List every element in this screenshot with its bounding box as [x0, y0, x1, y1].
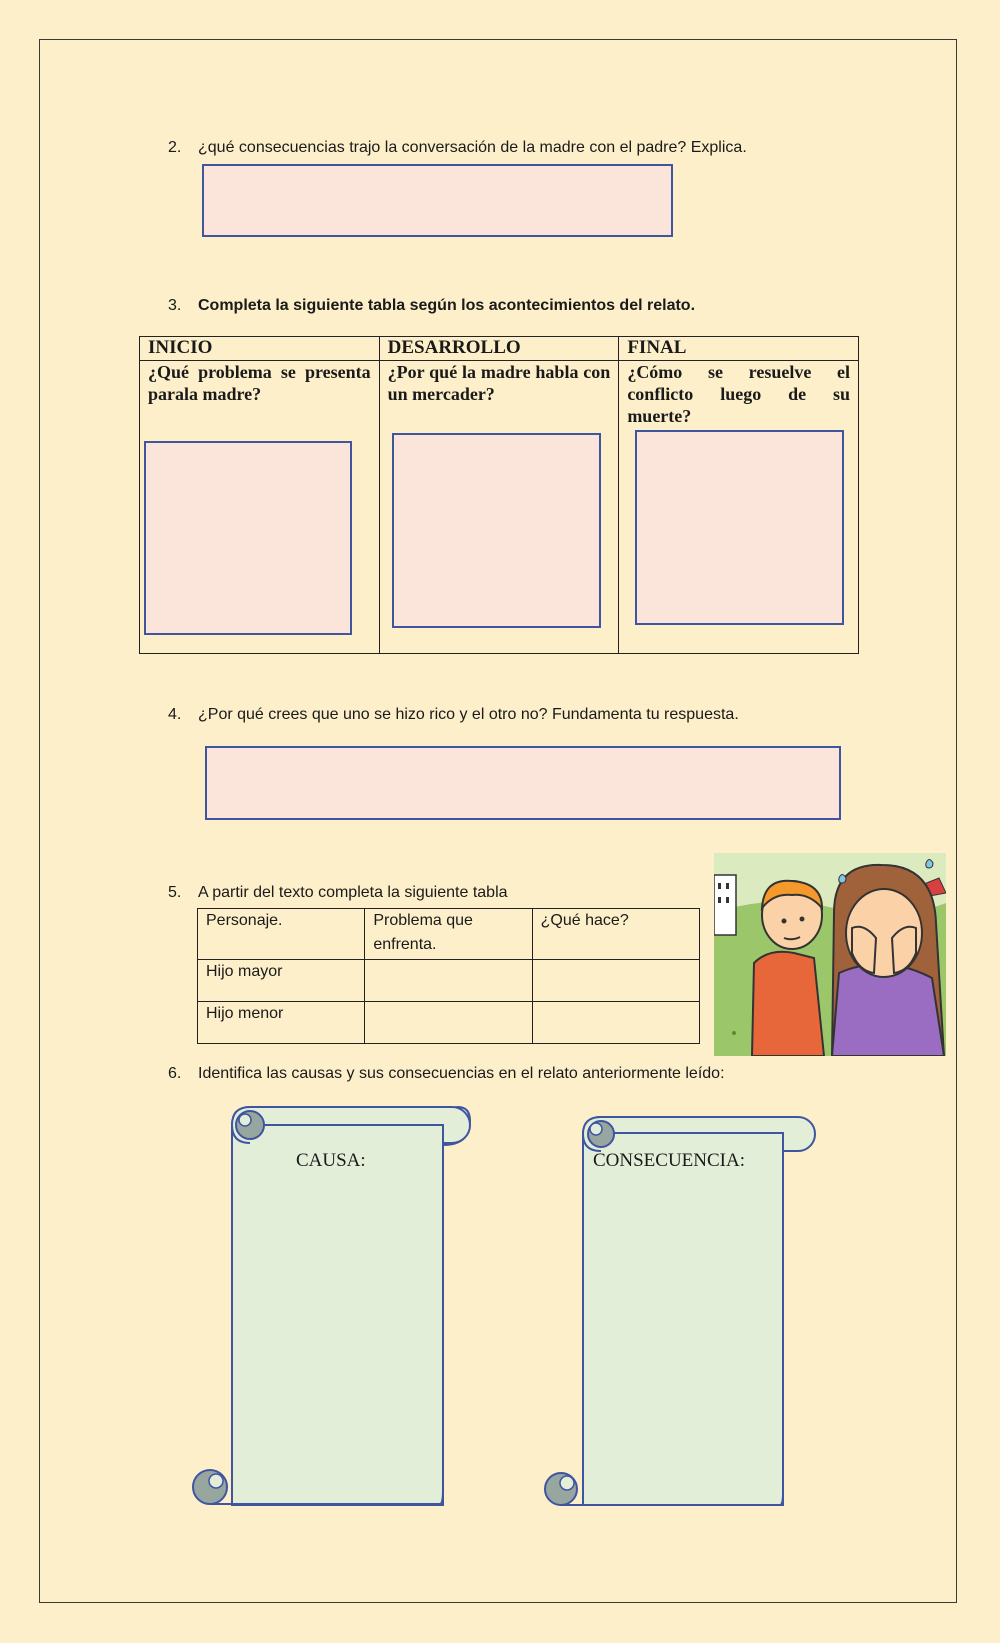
question-4-answer-box[interactable]	[205, 746, 841, 820]
question-6-text: Identifica las causas y sus consecuencias en el relato anteriormente leído:	[198, 1065, 725, 1082]
question-5	[168, 883, 508, 903]
question-3	[168, 296, 695, 316]
row-hijo-mayor-name: Hijo mayor	[198, 960, 365, 1002]
question-4-number: 4.	[168, 706, 182, 723]
consequence-scroll[interactable]	[543, 1115, 823, 1515]
question-2-number: 2.	[168, 139, 182, 156]
question-2-text: ¿qué consecuencias trajo la conversación de la madre con el padre? Explica.	[198, 139, 747, 156]
row-hijo-menor-problema[interactable]	[365, 1002, 532, 1044]
question-3-number: 3.	[168, 297, 182, 314]
header-desarrollo: DESARROLLO	[379, 337, 619, 361]
row-hijo-menor-que-hace[interactable]	[532, 1002, 699, 1044]
question-2	[168, 138, 747, 158]
header-que-hace: ¿Qué hace?	[532, 909, 699, 960]
question-2-answer-box[interactable]	[202, 164, 673, 237]
header-final: FINAL	[619, 337, 859, 361]
crying-girl-illustration	[714, 853, 946, 1056]
row-hijo-mayor-que-hace[interactable]	[532, 960, 699, 1002]
header-personaje: Personaje.	[198, 909, 365, 960]
question-4	[168, 705, 739, 725]
question-4-text: ¿Por qué crees que uno se hizo rico y el otro no? Fundamenta tu respuesta.	[198, 706, 739, 723]
final-answer-box[interactable]	[635, 430, 844, 625]
desarrollo-answer-box[interactable]	[392, 433, 601, 628]
question-final: ¿Cómo se resuelve el conflicto luego de su muerte?	[619, 361, 859, 654]
header-inicio: INICIO	[140, 337, 380, 361]
question-3-text: Completa la siguiente tabla según los acontecimientos del relato.	[198, 297, 696, 314]
characters-table	[197, 908, 700, 1044]
header-problema: Problema que enfrenta.	[365, 909, 532, 960]
question-5-text: A partir del texto completa la siguiente tabla	[198, 884, 508, 901]
question-inicio: ¿Qué problema se presenta parala madre?	[140, 361, 380, 654]
cause-label: CAUSA:	[296, 1150, 366, 1171]
question-6	[168, 1064, 725, 1084]
row-hijo-mayor-problema[interactable]	[365, 960, 532, 1002]
question-6-number: 6.	[168, 1065, 182, 1082]
question-5-number: 5.	[168, 884, 182, 901]
inicio-answer-box[interactable]	[144, 441, 352, 635]
consequence-label: CONSECUENCIA:	[593, 1150, 746, 1171]
row-hijo-menor-name: Hijo menor	[198, 1002, 365, 1044]
question-desarrollo: ¿Por qué la madre habla con un mercader?	[379, 361, 619, 654]
